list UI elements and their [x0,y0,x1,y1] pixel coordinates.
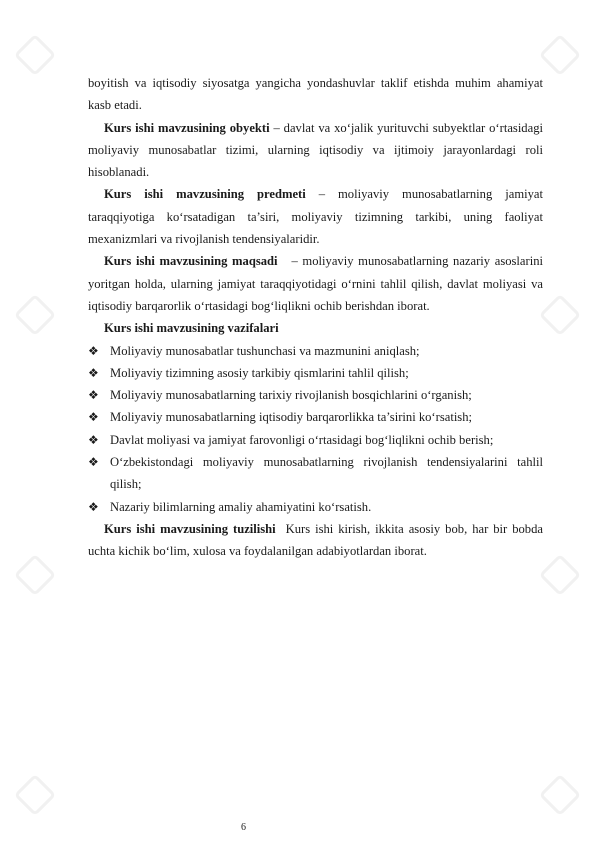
watermark-mark [14,774,56,816]
structure-text: Kurs ishi kirish, ikkita asosiy bob, har bir bobda uchta kichik bo‘lim, xulosa va foydalanilgan adabiyotlardan iborat. [88,521,547,559]
diamond-bullet-icon: ❖ [88,365,99,380]
list-item-text: Moliyaviy tizimning asosiy tarkibiy qismlarini tahlil qilish; [110,365,409,380]
watermark-mark [14,554,56,596]
intro-paragraph-tail [88,72,543,117]
structure-label: Kurs ishi mavzusining tuzilishi [104,521,276,536]
list-item-text: Nazariy bilimlarning amaliy ahamiyatini ko‘rsatish. [110,499,372,514]
watermark-mark [539,774,581,816]
watermark-mark [14,34,56,76]
diamond-bullet-icon: ❖ [88,432,99,447]
diamond-bullet-icon: ❖ [88,499,99,514]
document-page [88,72,547,563]
watermark-mark [539,294,581,336]
subject-text: – moliyaviy munosabatlarning jamiyat taraqqiyotiga ko‘rsatadigan ta’siri, moliyaviy tizimning tarkibi, uning faoliyat mexanizmlari va rivojlanish tendensiyalaridir. [88,187,543,247]
watermark-mark [539,34,581,76]
list-item [88,340,543,362]
list-item [88,429,543,451]
object-paragraph [88,117,543,184]
diamond-bullet-icon: ❖ [88,455,99,470]
intro-text: boyitish va iqtisodiy siyosatga yangicha yondashuvlar taklif etishda muhim ahamiyat kasb etadi. [88,76,543,113]
object-label: Kurs ishi mavzusining obyekti [104,120,270,135]
list-item [88,451,543,496]
diamond-bullet-icon: ❖ [88,388,99,403]
structure-paragraph [88,518,547,563]
list-item [88,362,543,384]
list-item-text: O‘zbekistondagi moliyaviy munosabatlarning rivojlanish tendensiyalarini tahlil qilish; [110,455,543,492]
list-item [88,384,543,406]
subject-label: Kurs ishi mavzusining predmeti [104,187,306,202]
goal-paragraph [88,250,547,317]
subject-paragraph [88,183,543,250]
diamond-bullet-icon: ❖ [88,410,99,425]
list-item-text: Moliyaviy munosabatlarning tarixiy rivojlanish bosqichlarini o‘rganish; [110,388,472,403]
list-item [88,496,543,518]
goal-text: – moliyaviy munosabatlarning nazariy asoslarini yoritgan holda, ularning jamiyat taraqqiyotidagi o‘rnini tahlil qilish, davlat moliyasi va iqtisodiy barqarorlik o‘rtasidagi bog‘liqlikni ochib berishdan iborat. [88,254,547,313]
goal-label: Kurs ishi mavzusining maqsadi [104,254,278,269]
list-item-text: Davlat moliyasi va jamiyat farovonligi o‘rtasidagi bog‘liqlikni ochib berish; [110,432,494,447]
tasks-heading: Kurs ishi mavzusining vazifalari [104,321,279,336]
list-item [88,406,543,428]
watermark-mark [14,294,56,336]
watermark-mark [539,554,581,596]
list-item-text: Moliyaviy munosabatlarning iqtisodiy barqarorlikka ta’sirini ko‘rsatish; [110,410,473,425]
list-item-text: Moliyaviy munosabatlar tushunchasi va mazmunini aniqlash; [110,343,420,358]
object-text: – davlat va xo‘jalik yurituvchi subyektlar o‘rtasidagi moliyaviy munosabatlar tizimi, ularning iqtisodiy va ijtimoiy jarayonlardagi roli hisoblanadi. [88,120,543,180]
tasks-list [88,340,543,518]
diamond-bullet-icon: ❖ [88,343,99,358]
page-number: 6 [241,822,246,833]
